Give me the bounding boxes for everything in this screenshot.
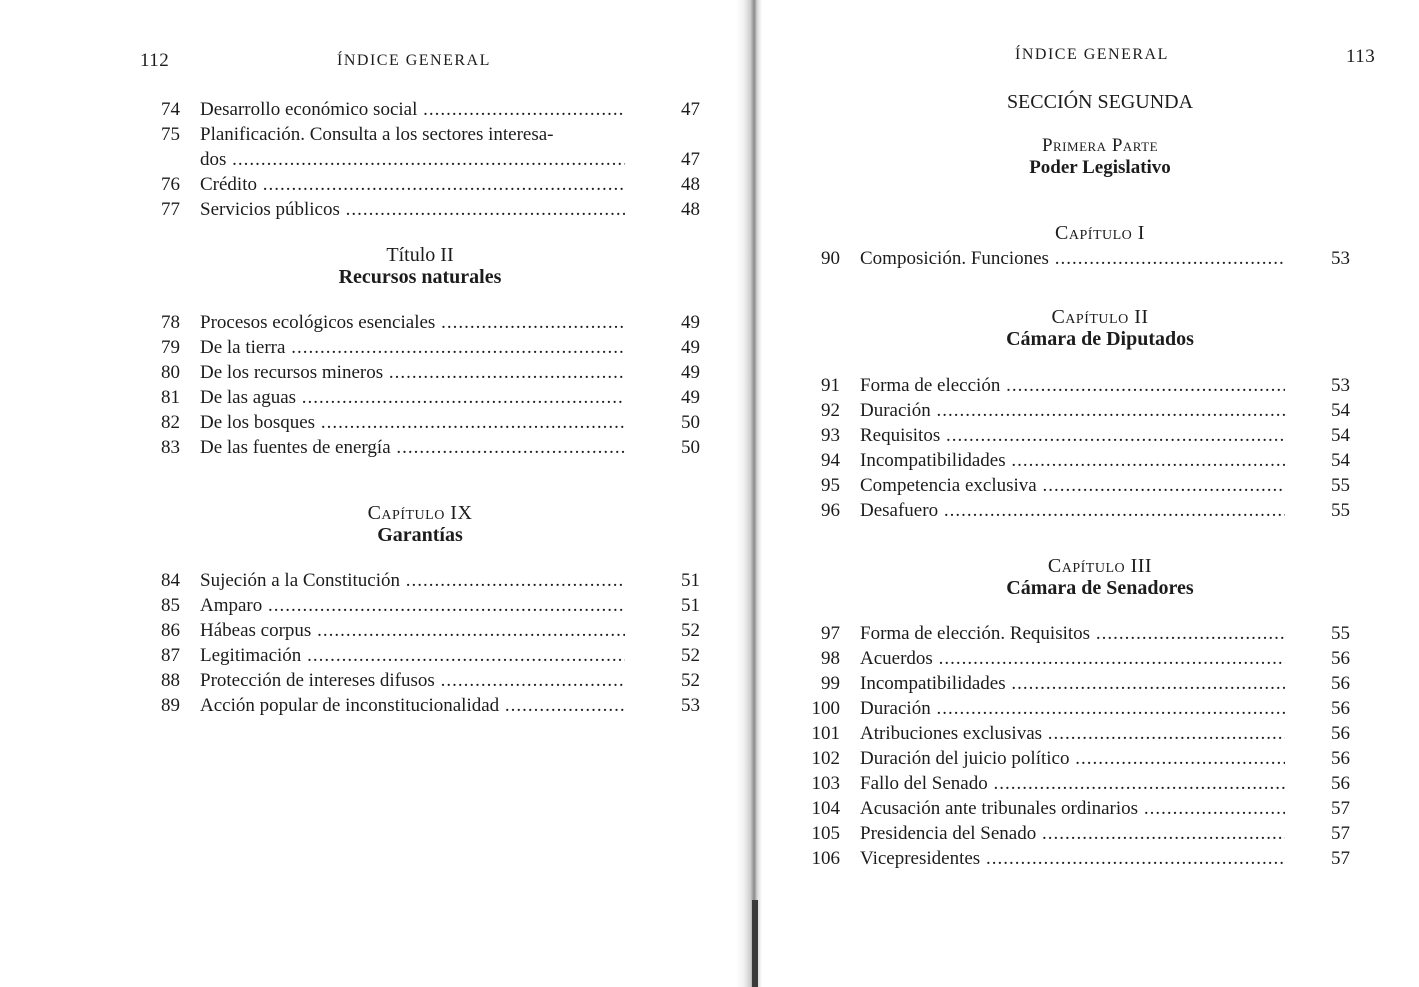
entry-number: 74 — [161, 99, 180, 120]
entry-title: Acusación ante tribunales ordinarios ..... — [860, 797, 1285, 821]
entry-number: 81 — [161, 387, 180, 408]
entry-page-number: 56 — [1331, 748, 1350, 769]
entry-page-number: 49 — [681, 312, 700, 333]
entry-page-number: 54 — [1331, 450, 1350, 471]
entry-number: 104 — [811, 798, 840, 819]
entry-title: Presidencia del Senado ..... — [860, 822, 1285, 846]
entry-number: 91 — [821, 375, 840, 396]
entry-page-number: 50 — [681, 412, 700, 433]
entry-number: 77 — [161, 199, 180, 220]
entry-page-number: 56 — [1331, 673, 1350, 694]
entry-page-number: 53 — [1331, 375, 1350, 396]
chapter-title: Cámara de Diputados — [1006, 328, 1194, 350]
entry-page-number: 53 — [1331, 248, 1350, 269]
entry-number: 94 — [821, 450, 840, 471]
entry-title: De los recursos mineros ..... — [200, 361, 625, 385]
entry-title: Legitimación ..... — [200, 644, 625, 668]
entry-page-number: 57 — [1331, 798, 1350, 819]
entry-number: 90 — [821, 248, 840, 269]
entry-page-number: 56 — [1331, 698, 1350, 719]
entry-number: 100 — [811, 698, 840, 719]
page-number: 112 — [140, 50, 170, 71]
entry-title: Composición. Funciones ..... — [860, 247, 1285, 271]
part-label: Primera Parte — [1041, 135, 1159, 156]
running-title: ÍNDICE GENERAL — [337, 52, 491, 69]
entry-page-number: 54 — [1331, 400, 1350, 421]
entry-title: Duración del juicio político ..... — [860, 747, 1285, 771]
entry-title: Acuerdos ..... — [860, 647, 1285, 671]
entry-title: Desarrollo económico social ..... — [200, 98, 625, 122]
entry-title: Protección de intereses difusos ..... — [200, 669, 625, 693]
running-title: ÍNDICE GENERAL — [1015, 46, 1169, 63]
entry-page-number: 52 — [681, 670, 700, 691]
entry-title: Duración ..... — [860, 399, 1285, 423]
entry-number: 78 — [161, 312, 180, 333]
entry-number: 79 — [161, 337, 180, 358]
entry-page-number: 47 — [681, 99, 700, 120]
entry-title: Requisitos ..... — [860, 424, 1285, 448]
entry-page-number: 48 — [681, 199, 700, 220]
entry-title: Amparo ..... — [200, 594, 625, 618]
entry-page-number: 57 — [1331, 848, 1350, 869]
entry-number: 103 — [811, 773, 840, 794]
entry-title: Atribuciones exclusivas ..... — [860, 722, 1285, 746]
entry-number: 87 — [161, 645, 180, 666]
entry-title: Competencia exclusiva ..... — [860, 474, 1285, 498]
entry-number: 80 — [161, 362, 180, 383]
entry-page-number: 54 — [1331, 425, 1350, 446]
entry-number: 85 — [161, 595, 180, 616]
entry-page-number: 49 — [681, 362, 700, 383]
chapter-label: Capítulo II — [1051, 306, 1149, 328]
entry-title: Fallo del Senado ..... — [860, 772, 1285, 796]
entry-page-number: 50 — [681, 437, 700, 458]
entry-number: 99 — [821, 673, 840, 694]
part-title: Poder Legislativo — [1029, 157, 1171, 178]
chapter-label: Capítulo IX — [367, 502, 473, 524]
entry-number: 97 — [821, 623, 840, 644]
right-page — [760, 0, 1419, 987]
entry-number: 88 — [161, 670, 180, 691]
entry-number: 95 — [821, 475, 840, 496]
page-number: 113 — [1346, 46, 1376, 67]
entry-title: Incompatibilidades ..... — [860, 449, 1285, 473]
entry-title: dos ..... — [200, 148, 625, 172]
gutter-shadow — [752, 900, 758, 987]
entry-page-number: 53 — [681, 695, 700, 716]
entry-page-number: 49 — [681, 387, 700, 408]
entry-title: Planificación. Consulta a los sectores interesa- — [200, 124, 554, 145]
entry-page-number: 47 — [681, 149, 700, 170]
entry-title: Crédito ..... — [200, 173, 625, 197]
entry-page-number: 56 — [1331, 648, 1350, 669]
entry-number: 76 — [161, 174, 180, 195]
entry-title: Duración ..... — [860, 697, 1285, 721]
entry-number: 86 — [161, 620, 180, 641]
entry-page-number: 55 — [1331, 475, 1350, 496]
entry-page-number: 48 — [681, 174, 700, 195]
entry-number: 96 — [821, 500, 840, 521]
entry-page-number: 56 — [1331, 773, 1350, 794]
entry-number: 106 — [811, 848, 840, 869]
chapter-title: Garantías — [377, 524, 463, 546]
entry-number: 105 — [811, 823, 840, 844]
section-label: Título II — [386, 244, 454, 266]
entry-title: Incompatibilidades ..... — [860, 672, 1285, 696]
entry-number: 98 — [821, 648, 840, 669]
entry-title: De las fuentes de energía ..... — [200, 436, 625, 460]
entry-number: 75 — [161, 124, 180, 145]
entry-page-number: 52 — [681, 620, 700, 641]
entry-page-number: 52 — [681, 645, 700, 666]
entry-title: Procesos ecológicos esenciales ..... — [200, 311, 625, 335]
entry-title: Forma de elección. Requisitos ..... — [860, 622, 1285, 646]
entry-title: Acción popular de inconstitucionalidad ..... — [200, 694, 625, 718]
entry-number: 102 — [811, 748, 840, 769]
entry-title: De la tierra ..... — [200, 336, 625, 360]
entry-title: Servicios públicos ..... — [200, 198, 625, 222]
chapter-label: Capítulo I — [1055, 222, 1145, 244]
entry-title: Sujeción a la Constitución ..... — [200, 569, 625, 593]
entry-number: 84 — [161, 570, 180, 591]
entry-number: 89 — [161, 695, 180, 716]
entry-number: 82 — [161, 412, 180, 433]
entry-page-number: 51 — [681, 595, 700, 616]
entry-number: 92 — [821, 400, 840, 421]
entry-title: De las aguas ..... — [200, 386, 625, 410]
entry-page-number: 49 — [681, 337, 700, 358]
entry-title: Hábeas corpus ..... — [200, 619, 625, 643]
entry-page-number: 51 — [681, 570, 700, 591]
entry-title: Vicepresidentes ..... — [860, 847, 1285, 871]
entry-page-number: 57 — [1331, 823, 1350, 844]
chapter-title: Cámara de Senadores — [1006, 577, 1194, 599]
entry-title: Forma de elección ..... — [860, 374, 1285, 398]
entry-number: 93 — [821, 425, 840, 446]
section-title: Recursos naturales — [338, 266, 502, 288]
entry-title: De los bosques ..... — [200, 411, 625, 435]
entry-number: 83 — [161, 437, 180, 458]
entry-title: Desafuero ..... — [860, 499, 1285, 523]
entry-page-number: 55 — [1331, 500, 1350, 521]
entry-page-number: 56 — [1331, 723, 1350, 744]
entry-number: 101 — [811, 723, 840, 744]
chapter-label: Capítulo III — [1047, 555, 1153, 577]
entry-page-number: 55 — [1331, 623, 1350, 644]
section-heading: SECCIÓN SEGUNDA — [1006, 91, 1194, 113]
